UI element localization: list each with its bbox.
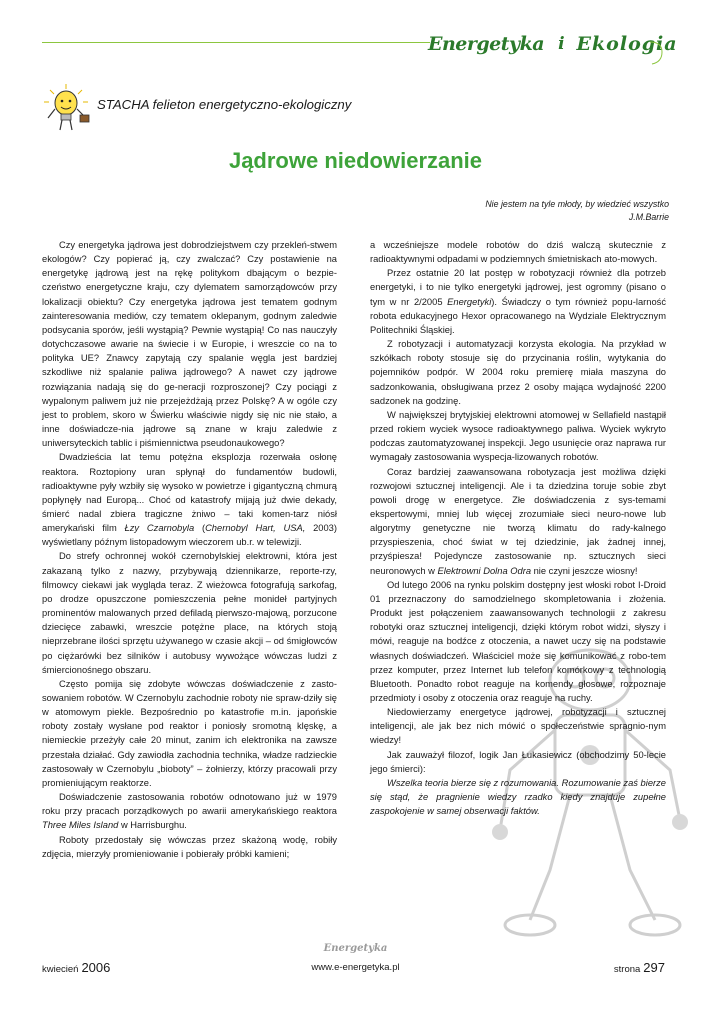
issue-year: 2006 <box>81 960 111 975</box>
epigraph-quote: Nie jestem na tyle młody, by wiedzieć wszystko <box>485 199 669 209</box>
article-column-left <box>42 238 337 861</box>
brand-connector: i <box>558 34 565 54</box>
paragraph: Jak zauważył filozof, logik Jan Łukasiewicz (obchodzimy 50-lecie jego śmierci): <box>370 749 666 774</box>
page-label: strona <box>613 964 641 975</box>
paragraph: W największej brytyjskiej elektrowni atomowej w Sellafield nastąpił przed rokiem wyciek wysoce radioaktywnego paliwa. Wyciek wykryto podczas zautomatyzowanej inspekcji. Jego usunięcie oraz naprawa rur wymagały zastosowania wyspecja-lizowanych robotów. <box>370 409 666 463</box>
epigraph <box>485 198 669 224</box>
feuilleton-label: STACHA felieton energetyczno-ekologiczny <box>97 97 352 112</box>
paragraph: a wcześniejsze modele robotów do dziś walczą skutecznie z radioaktywnymi odpadami w podziemnych śmietniskach ato-mowych. <box>370 240 666 265</box>
footer-url[interactable]: www.e-energetyka.pl <box>311 962 400 973</box>
lightbulb-mascot-icon <box>38 82 94 134</box>
footer-logo: Energetyka <box>323 943 388 954</box>
paragraph: Często pomija się zdobyte wówczas doświadczenie z zasto-sowaniem robotów. W Czernobylu zachodnie roboty nie spraw-dziły się w atomowym piekle. Bezpośrednio po katastrofie m.in. japońskie roboty zostały wysłane pod reaktor i poniosły sromotną klęskę, a niemieckie przeżyły całe 20 minut, zanim ich elektronika na zawsze przestała działać. Gdy zawiodła zachodnia technika, władze radzieckie zastosowały w Czernobylu „bioboty” – żołnierzy, którzy pracowali przy promieniującym reaktorze. <box>42 678 337 788</box>
brand-energetyka: Energetyka <box>428 33 545 55</box>
closing-quote: Wszelka teoria bierze się z rozumowania. Rozumowanie zaś bierze się stąd, że pragnienie wiedzy rzadko kiedy znajduje zupełne zaspokojenie w samej obserwacji faktów. <box>370 777 666 817</box>
article-column-right <box>370 238 666 818</box>
paragraph: Przez ostatnie 20 lat postęp w robotyzacji również dla potrzeb energetyki, i to nie tylko energetyki jądrowej, jest ogromny (pisano o tym w nr 2/2005 Energetyki). Świadczy o tym również popu-larność robota edukacyjnego Hexor opracowanego na Wydziale Elektrycznym Politechniki Śląskiej. <box>370 268 666 335</box>
page-number-value: 297 <box>643 960 665 975</box>
paragraph: Czy energetyka jądrowa jest dobrodziejstwem czy przekleń-stwem ekologów? Czy popierać ją, czy zwalczać? Czy postawienie na energetykę jądrową jest na rękę politykom dbającym o bezpie-czeństwo energetyczne kraju, czy dylematem samorządowców przy lokalizacji obiektu? Czy energetyka jądrowa jest tematem godnym zainteresowania mediów, czy tematem oklepanym, godnym zaledwie podsycania sporów, jeśli wystąpią? Pewnie wystąpią! Co nas nauczyły dotychczasowe awarie na świecie i w Europie, i wreszcie co na to polityka UE? Znawcy zapytają czy spalanie węgla jest bardziej szkodliwe niż spalanie paliwa jądrowego? A nawet czy jądrowe rozwiązania nadają się do ge-neracji rozproszonej? Czy pociągi z wypalonym paliwem już nie przejeżdżają przez Polskę? A w ogóle czy jest to problem, skoro w Świerku właściwie nigdy się nic nie stało, a inne doświadcze-nia jądrowe są znane w kraju zaledwie z uniwersyteckich tablic i piśmiennictwa pseudonaukowego? <box>42 240 337 449</box>
paragraph: Roboty przedostały się wówczas przez skażoną wodę, robiły zdjęcia, mierzyły promieniowanie i pobierały próbki kamieni; <box>42 834 337 859</box>
brand-ekologia: Ekologia <box>576 33 678 55</box>
header-curve-ornament <box>648 34 672 68</box>
paragraph: Niedowierzamy energetyce jądrowej, robotyzacji i sztucznej inteligencji, ale jak bez nich mówić o społeczeństwie spragnio-nym wiedzy! <box>370 707 666 746</box>
paragraph: Dwadzieścia lat temu potężna eksplozja rozerwała osłonę reaktora. Roztopiony uran spłynął do fundamentów budowli, radioaktywne pyły wzbiły się wysoko w powietrze i gigantyczną chmurą popłynęły nad Europą... Choć od katastrofy mijają już dwie dekady, śmierć nadal zbiera tragiczne żniwo – taki komen-tarz niósł amerykański film Łzy Czarnobyla (Chernobyl Hart, USA, 2003) wyświetlany późnym listopadowym wieczorem ub.r. w telewizji. <box>42 452 337 548</box>
magazine-brand <box>428 30 678 58</box>
paragraph: Do strefy ochronnej wokół czernobylskiej elektrowni, która jest zakazaną tylko z nazwy, przybywają dziennikarze, reporte-rzy, filmowcy ciekawi jak wygląda teraz. Z wieżowca fotografują sarkofag, po drodze opuszczone pomieszczenia pełne monideł partyjnych prominentów malowanych przed defiladą pierwszo-majową, porzucone dziecięce zabawki, wreszcie potężne place, na których stoją nieprzebrane ilości sprzętu używanego w czasie akcji – od śmigłowców po ciężarówki bez silników i autobusy wywożące wówczas ludzi z śmiercionośnego obszaru. <box>42 551 337 675</box>
article-title: Jądrowe niedowierzanie <box>228 148 483 173</box>
page-number <box>614 960 665 975</box>
paragraph: Coraz bardziej zaawansowana robotyzacja jest możliwa dzięki rozwojowi sztucznej inteligencji. Ale i ta dziedzina toruje sobie zbyt powoli drogę w energetyce. Złe doświadczenia z sys-temami ekspertowymi, mniej lub więcej zrozumiałe sieci neuro-nowe lub algorytmy genetyczne nie tworzą klimatu do rady-kalnego przyspieszenia, choć świat w tej dziedzinie, jak żadnej innej, przyśpiesza! Pojedyncze zastosowanie np. sztucznych sieci neuronowych w Elektrowni Dolna Odra nie czyni jeszcze wiosny! <box>370 466 666 576</box>
issue-month: kwiecień <box>42 964 79 975</box>
paragraph: Z robotyzacji i automatyzacji korzysta ekologia. Na przykład w szkółkach roboty stosuje się do przycinania roślin, wytykania do pojemników podpór. W 2004 roku premierę miała maszyna do sadzonkowania, obsługiwana przez 2 osoby mająca wydajność 2200 sadzonek na godzinę. <box>370 339 666 406</box>
paragraph: Od lutego 2006 na rynku polskim dostępny jest włoski robot I-Droid 01 przeznaczony do samodzielnego skompletowania i złożenia. Produkt jest połączeniem zaawansowanych technologii z zakresu robotyki oraz sztucznej inteligencji, dzięki którym robot widzi, słyszy i mówi, reaguje na bodźce z otoczenia, a nawet uczy się na podstawie własnych doświadczeń. Właściciel może się komunikować z robo-tem przez komputer, przez Internet lub telefon komórkowy z technologią Bluetooth. Ponadto robot reaguje na komendy głosowe, rozpoznaje przedmioty i osoby z otoczenia oraz reaguje na ruchy. <box>370 579 666 703</box>
header-rule <box>42 42 430 43</box>
epigraph-author: J.M.Barrie <box>628 212 669 222</box>
paragraph: Doświadczenie zastosowania robotów odnotowano już w 1979 roku przy pracach porządkowych po awarii amerykańskiego reaktora Three Miles Island w Harrisburghu. <box>42 792 337 831</box>
